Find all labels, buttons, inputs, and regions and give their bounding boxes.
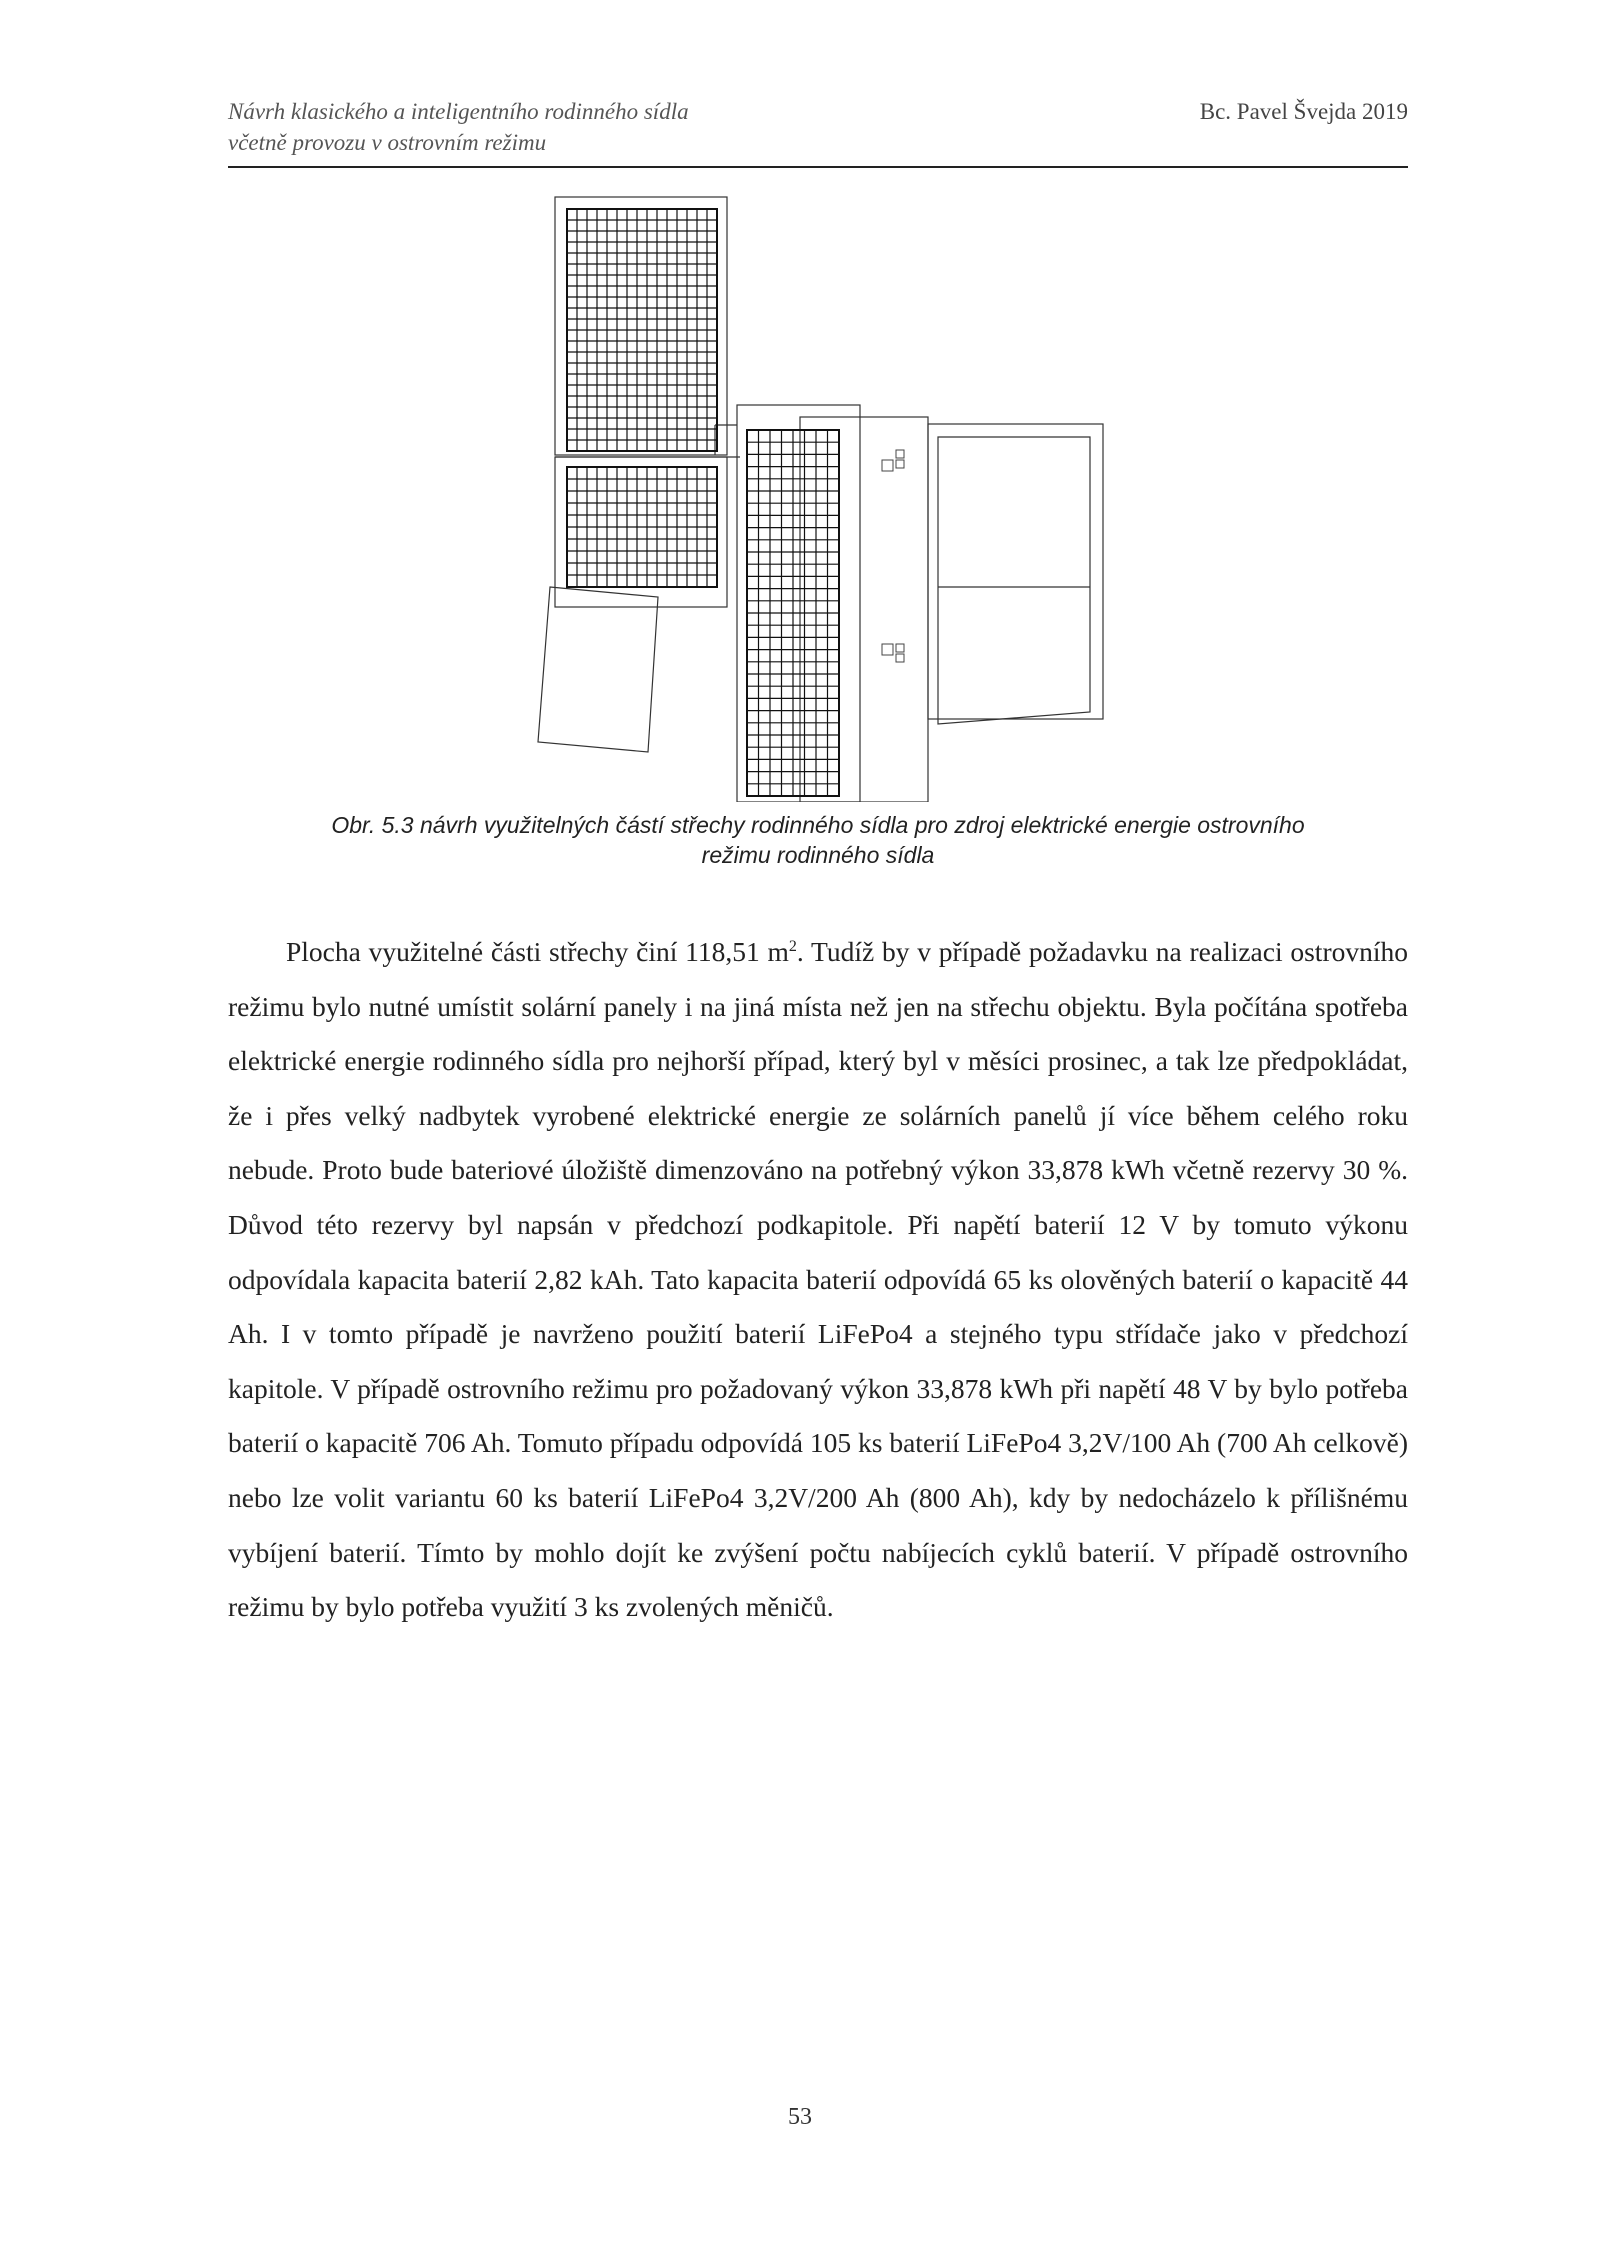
superscript-exponent: 2 — [788, 937, 797, 955]
skylight-icon — [896, 654, 904, 662]
caption-line1: Obr. 5.3 návrh využitelných částí střechy rodinného sídla pro zdroj elektrické energie ostrovního — [331, 812, 1305, 838]
roof-section-middle — [737, 405, 860, 802]
figure-caption — [228, 810, 1408, 870]
roof-plan-figure — [530, 192, 1110, 802]
roof-plan-drawing — [530, 192, 1110, 802]
header-author-year: Bc. Pavel Švejda 2019 — [1199, 99, 1408, 124]
body-text-part2: . Tudíž by v případě požadavku na realizaci ostrovního režimu bylo nutné umístit solární panely i na jiná místa než jen na střechu objektu. Byla počítána spotřeba elektrické energie rodinného sídla pro nejhorší případ, který byl v měsíci prosinec, a tak lze předpokládat, že i přes velký nadbytek vyrobené elektrické energie ze solárních panelů jí více během celého roku nebude. Proto bude bateriové úložiště dimenzováno na potřebný výkon 33,878 kWh včetně rezervy 30 %. Důvod této rezervy byl napsán v předchozí podkapitole. Při napětí baterií 12 V by tomuto výkonu odpovídala kapacita baterií 2,82 kAh. Tato kapacita baterií odpovídá 65 ks olověných baterií o kapacitě 44 Ah. I v tomto případě je navrženo použití baterií LiFePo4 a stejného typu střídače jako v předchozí kapitole. V případě ostrovního režimu pro požadovaný výkon 33,878 kWh při napětí 48 V by bylo potřeba baterií o kapacitě 706 Ah. Tomuto případu odpovídá 105 ks baterií LiFePo4 3,2V/100 Ah (700 Ah celkově) nebo lze volit variantu 60 ks baterií LiFePo4 3,2V/200 Ah (800 Ah), kdy by nedocházelo k přílišnému vybíjení baterií. Tímto by mohlo dojít ke zvýšení počtu nabíjecích cyklů baterií. V případě ostrovního režimu by bylo potřeba využití 3 ks zvolených měničů. — [228, 936, 1408, 1623]
roof-section-skewed — [538, 587, 658, 752]
page-number: 53 — [788, 2104, 812, 2130]
skylight-icon — [896, 450, 904, 458]
caption-line2: režimu rodinného sídla — [701, 842, 935, 868]
skylight-icon — [882, 644, 893, 655]
roof-section-right-inner — [938, 437, 1090, 724]
skylight-icon — [896, 460, 904, 468]
body-text-part1: Plocha využitelné části střechy činí 118,51 m — [286, 936, 789, 967]
page-header — [228, 96, 1408, 168]
skylight-icon — [896, 644, 904, 652]
roof-section-right-outer — [928, 424, 1103, 719]
header-title — [228, 96, 689, 158]
header-title-line1: Návrh klasického a inteligentního rodinného sídla — [228, 99, 689, 124]
header-title-line2: včetně provozu v ostrovním režimu — [228, 130, 547, 155]
skylight-icon — [882, 460, 893, 471]
roof-section-center — [800, 417, 928, 802]
roof-section-left-upper — [555, 197, 727, 455]
body-paragraph — [228, 925, 1408, 1635]
